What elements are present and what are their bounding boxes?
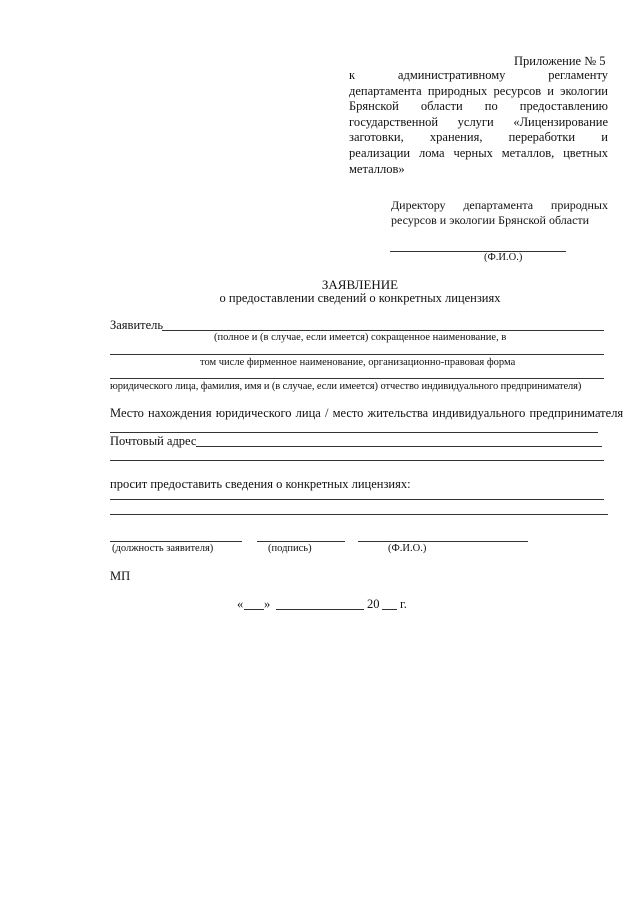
postal-field[interactable]	[196, 446, 602, 447]
date-year-field[interactable]	[382, 609, 397, 610]
postal-label: Почтовый адрес	[110, 434, 197, 448]
fio-field[interactable]	[358, 541, 528, 542]
request-field-2[interactable]	[110, 514, 608, 515]
appendix-line: Брянской области по предоставлению	[349, 99, 608, 114]
signature-field[interactable]	[257, 541, 345, 542]
document-title: ЗАЯВЛЕНИЕ	[321, 277, 399, 292]
addressee-line: ресурсов и экологии Брянской области	[391, 212, 590, 227]
appendix-title: Приложение № 5	[514, 54, 606, 68]
document-subtitle: о предоставлении сведений о конкретных лицензиях	[219, 291, 501, 305]
signature-caption: (подпись)	[268, 543, 312, 554]
date-month-field[interactable]	[276, 609, 364, 610]
location-field[interactable]	[110, 432, 598, 433]
applicant-field-3[interactable]	[110, 378, 604, 379]
appendix-line: департамента природных ресурсов и экологии	[349, 83, 608, 98]
appendix-line: реализации лома черных металлов, цветных	[349, 145, 608, 160]
date-open-quote: «	[237, 597, 244, 611]
applicant-label: Заявитель	[110, 318, 164, 332]
addressee-fio-line[interactable]	[390, 251, 566, 252]
fio-caption: (Ф.И.О.)	[388, 543, 427, 554]
request-field-1[interactable]	[110, 499, 604, 500]
postal-field-2[interactable]	[110, 460, 604, 461]
addressee-line: Директору департамента природных	[391, 198, 608, 212]
stamp-mark: МП	[110, 569, 131, 583]
position-caption: (должность заявителя)	[112, 543, 214, 554]
appendix-line: заготовки, хранения, переработки и	[349, 130, 608, 145]
position-field[interactable]	[110, 541, 242, 542]
date-close-quote: »	[264, 597, 271, 611]
applicant-caption-2: том числе фирменное наименование, организационно-правовая форма	[200, 357, 516, 368]
appendix-line: государственной услуги «Лицензирование	[349, 114, 608, 129]
applicant-caption-1: (полное и (в случае, если имеется) сокращенное наименование, в	[214, 332, 507, 343]
appendix-line: металлов»	[349, 161, 405, 176]
request-label: просит предоставить сведения о конкретных лицензиях:	[110, 477, 411, 491]
appendix-text	[349, 68, 608, 177]
addressee-fio-caption: (Ф.И.О.)	[484, 252, 523, 263]
applicant-field[interactable]	[162, 330, 604, 331]
applicant-field-2[interactable]	[110, 354, 604, 355]
date-year-suffix: г.	[400, 597, 407, 611]
location-label: Место нахождения юридического лица / место жительства индивидуального предпринимателя	[110, 406, 624, 420]
addressee	[391, 198, 608, 227]
applicant-caption-3: юридического лица, фамилия, имя и (в случае, если имеется) отчество индивидуального предпринимателя)	[110, 381, 582, 392]
date-day-field[interactable]	[244, 609, 264, 610]
date-year-prefix: 20	[367, 597, 380, 611]
appendix-line: к административному регламенту	[349, 68, 608, 82]
